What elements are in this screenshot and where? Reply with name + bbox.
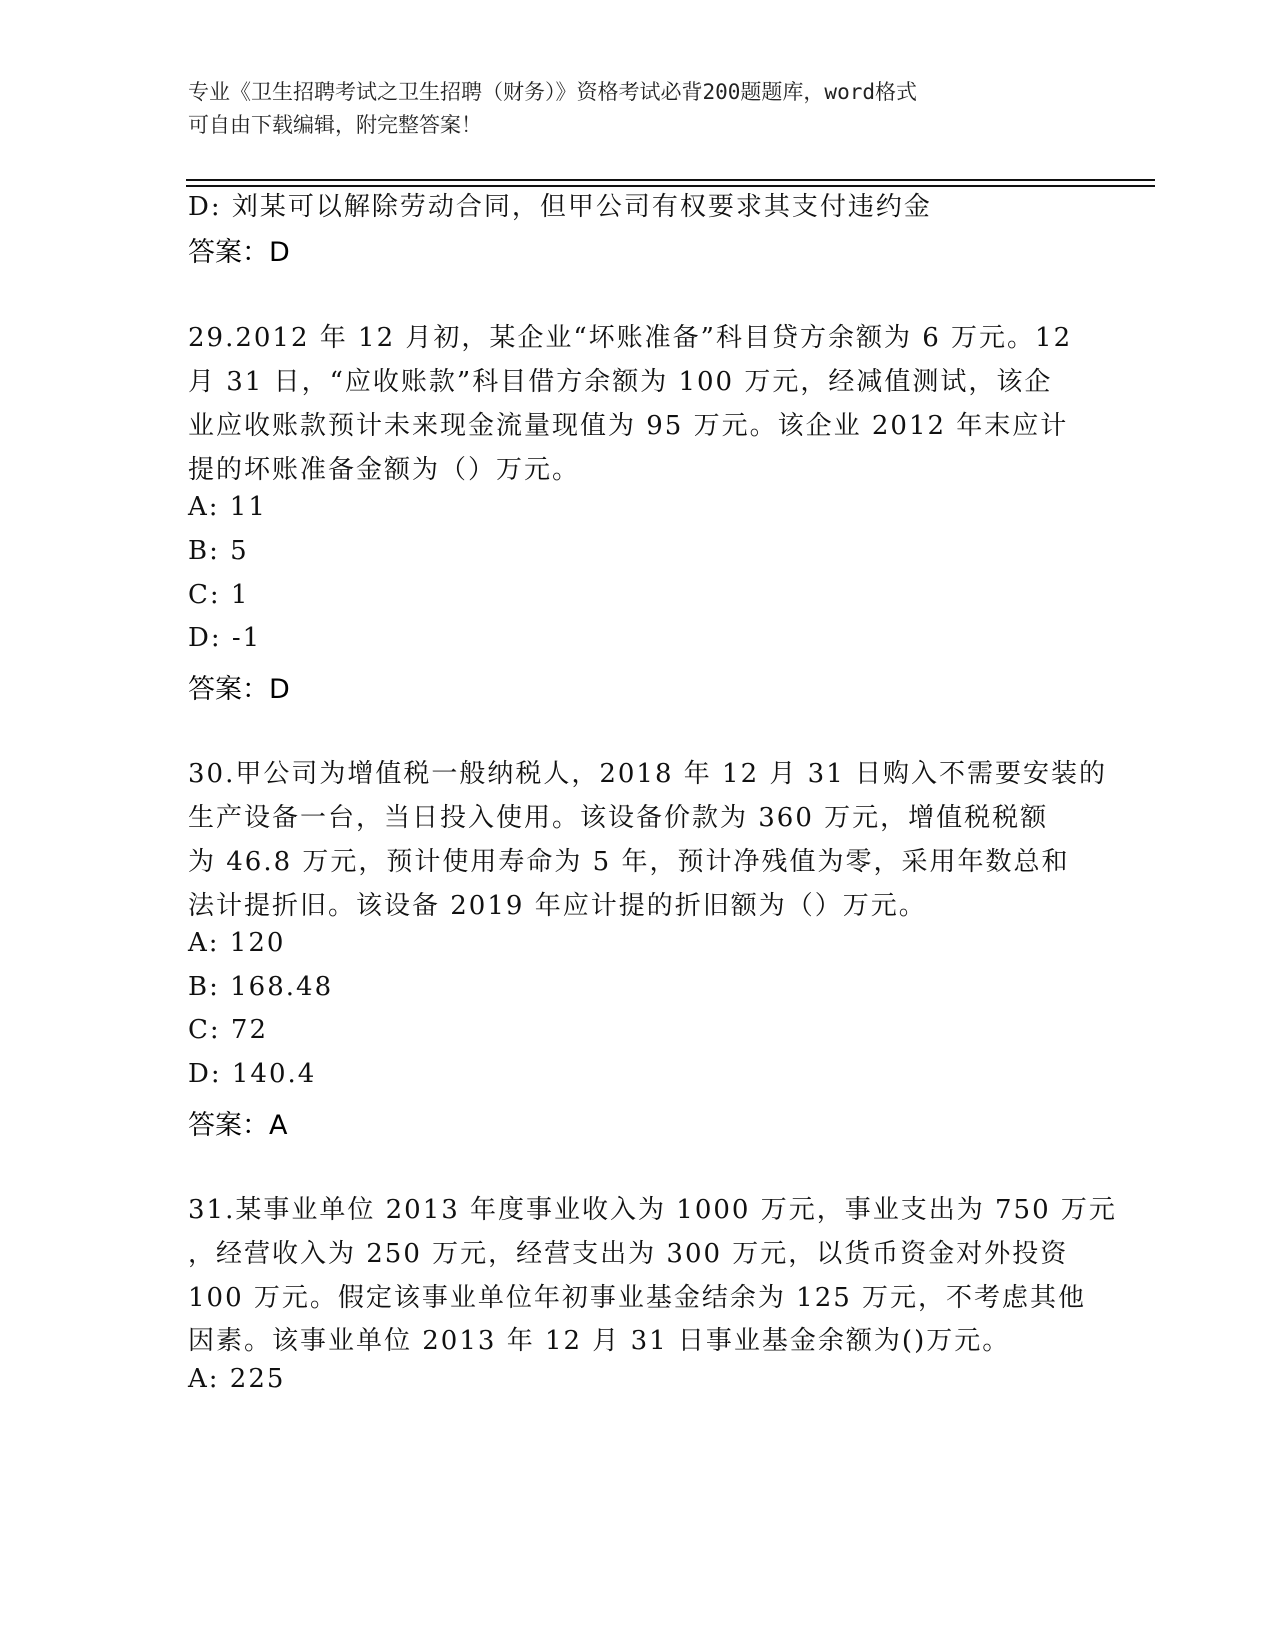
answer-line: 答案：D [188,674,290,705]
header-divider-top [186,179,1155,181]
question-stem-line: 业应收账款预计未来现金流量现值为 95 万元。该企业 2012 年末应计 [188,411,1069,441]
question-stem-line: 法计提折旧。该设备 2019 年应计提的折旧额为（）万元。 [188,891,927,921]
option-d: D: 刘某可以解除劳动合同，但甲公司有权要求其支付违约金 [188,192,932,222]
option-d: D: 140.4 [188,1059,317,1089]
question-stem-line: 29.2012 年 12 月初，某企业“坏账准备”科目贷方余额为 6 万元。12 [188,323,1073,353]
question-stem-line: 100 万元。假定该事业单位年初事业基金结余为 125 万元，不考虑其他 [188,1283,1087,1313]
question-stem-line: 月 31 日，“应收账款”科目借方余额为 100 万元，经减值测试，该企 [188,367,1053,397]
question-stem-line: 因素。该事业单位 2013 年 12 月 31 日事业基金余额为()万元。 [188,1326,1011,1356]
option-b: B: 5 [188,536,249,566]
option-a: A: 11 [188,492,267,522]
header-title-line-2: 可自由下载编辑，附完整答案！ [188,113,482,137]
question-stem-line: 生产设备一台，当日投入使用。该设备价款为 360 万元，增值税税额 [188,803,1049,833]
option-d: D: -1 [188,623,262,653]
question-stem-line: 提的坏账准备金额为（）万元。 [188,455,581,485]
option-b: B: 168.48 [188,972,334,1002]
header-title-line-1: 专业《卫生招聘考试之卫生招聘（财务）》资格考试必背200题题库，word格式 [188,80,917,104]
option-c: C: 1 [188,580,250,610]
option-c: C: 72 [188,1015,269,1045]
question-stem-line: 30.甲公司为增值税一般纳税人，2018 年 12 月 31 日购入不需要安装的 [188,759,1108,789]
question-stem-line: 31.某事业单位 2013 年度事业收入为 1000 万元，事业支出为 750 万元 [188,1195,1117,1225]
question-stem-line: ，经营收入为 250 万元，经营支出为 300 万元，以货币资金对外投资 [188,1239,1069,1269]
answer-line: 答案：D [188,237,290,268]
option-a: A: 225 [188,1364,286,1394]
question-stem-line: 为 46.8 万元，预计使用寿命为 5 年，预计净残值为零，采用年数总和 [188,847,1070,877]
answer-line: 答案：A [188,1110,288,1141]
option-a: A: 120 [188,928,286,958]
